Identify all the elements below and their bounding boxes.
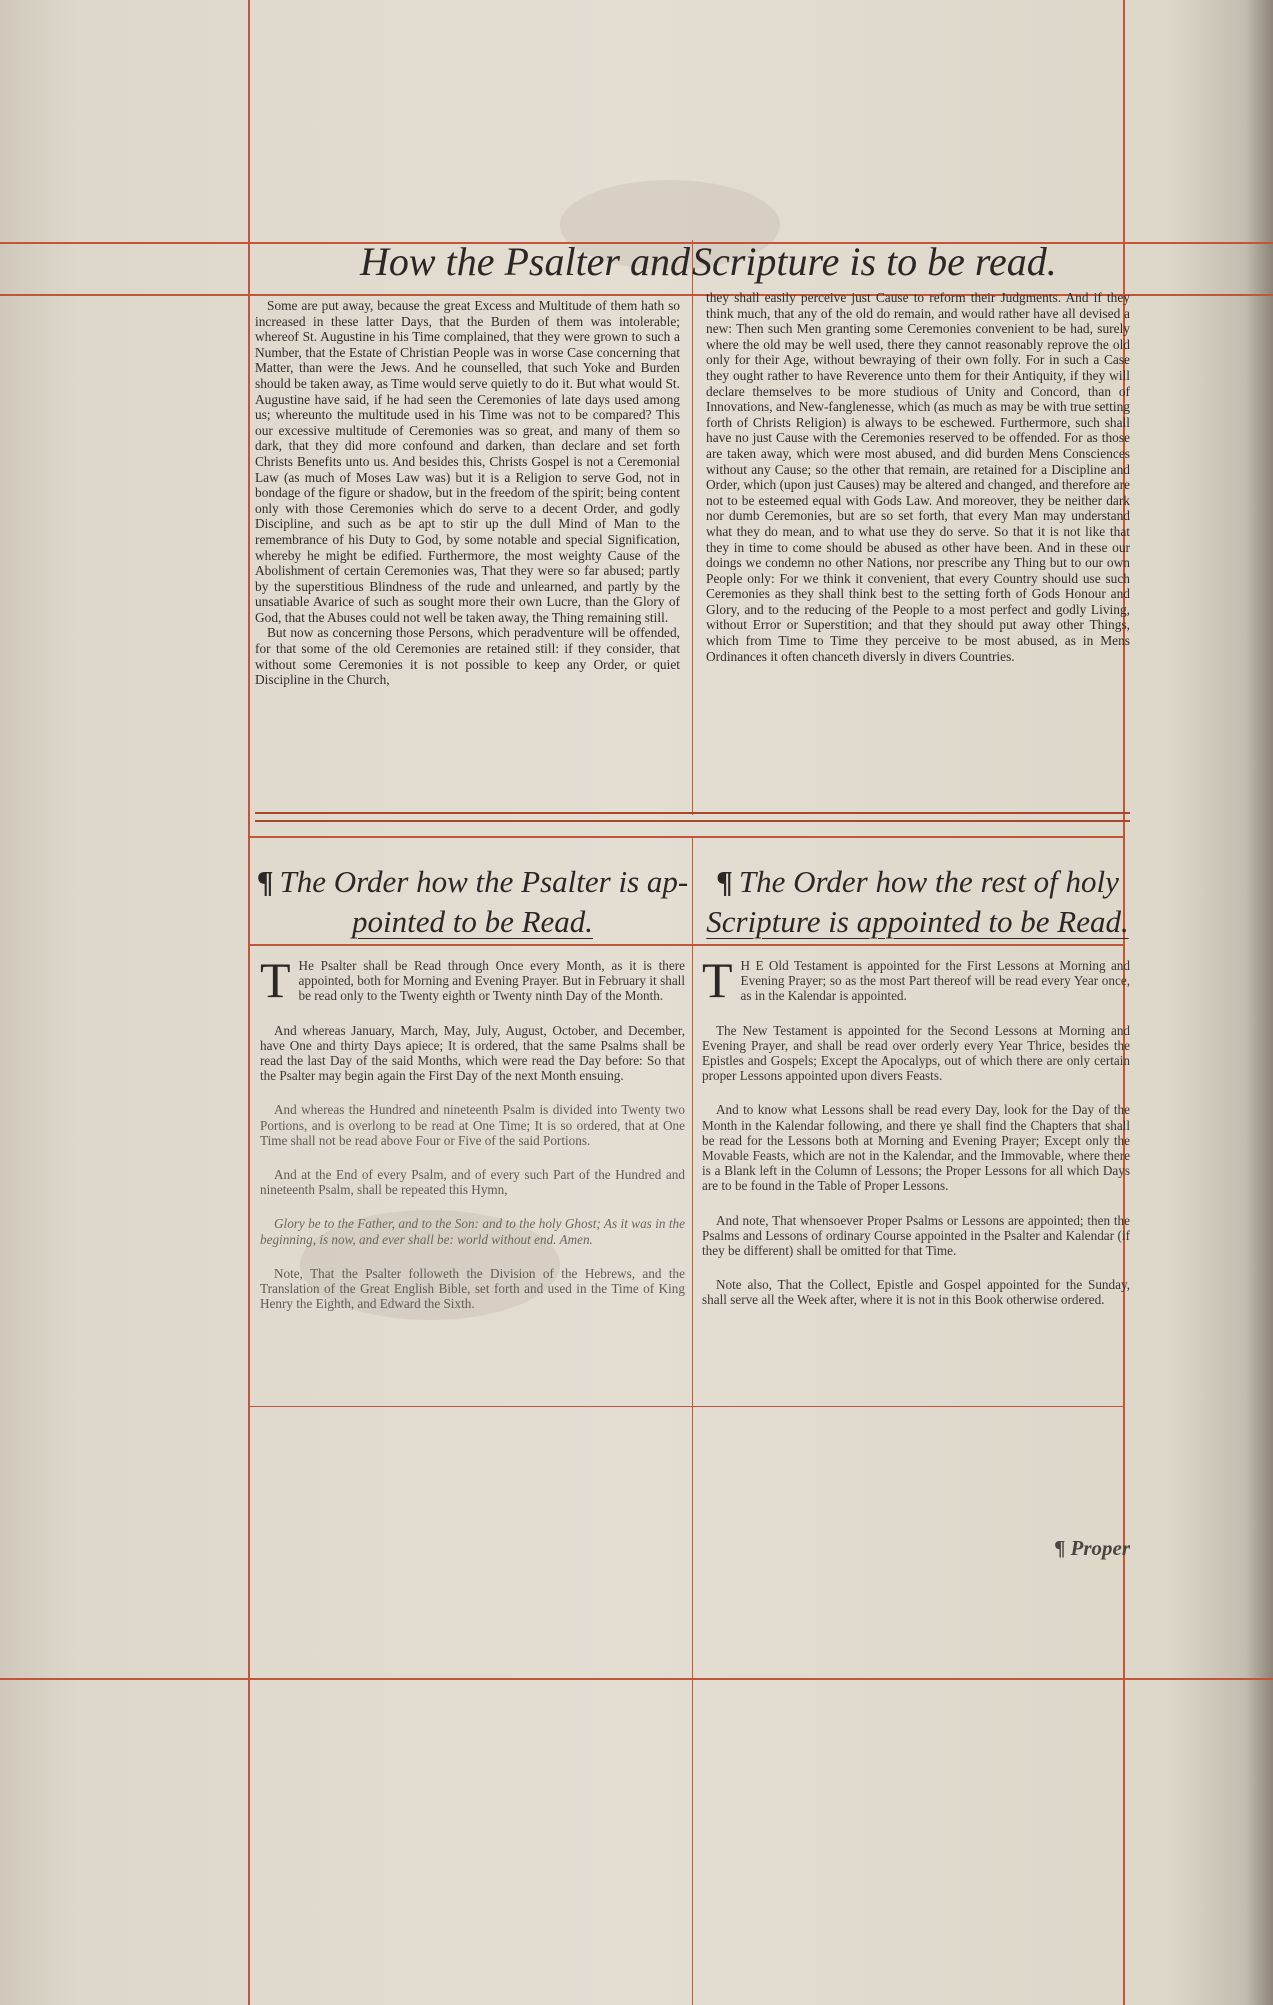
page-title-left: How the Psalter and — [360, 239, 690, 284]
pilcrow-icon: ¶ — [1054, 1536, 1066, 1560]
preface-column-right — [706, 290, 1130, 664]
gloria-hymn: Glory be to the Father, and to the Son: and to the holy Ghost; As it was in the beginning, is now, and ever shall be: world without end. Amen. — [260, 1216, 685, 1247]
catchword-text: Proper — [1070, 1536, 1130, 1560]
psalter-paragraph-text: He Psalter shall be Read through Once every Month, as it is there appointed, both for Morning and Evening Prayer. But in February it shall be read only to the Twenty eighth or Twenty ninth Day of the Month. — [298, 958, 685, 1004]
psalter-paragraph — [260, 952, 685, 1008]
psalter-paragraph: And whereas the Hundred and nineteenth Psalm is divided into Twenty two Portions, and is overlong to be read at One Time; It is so ordered, that at One Time shall not be read above Four or Five of the said Portions. — [260, 1102, 685, 1148]
scripture-paragraph — [702, 952, 1130, 1008]
margin-rule-left — [248, 0, 250, 2005]
scripture-order-heading — [700, 862, 1135, 942]
scripture-heading-line1: The Order how the rest of holy — [738, 864, 1119, 899]
column-rule-upper — [692, 240, 693, 815]
psalter-order-heading — [255, 862, 690, 942]
drop-cap: T — [260, 952, 291, 1008]
page-title-right: Scripture is to be read. — [692, 239, 1057, 284]
column-rule-lower — [692, 838, 693, 2005]
psalter-heading-line1: The Order how the Psalter is ap- — [279, 864, 689, 899]
scripture-order-text — [702, 952, 1130, 1327]
preface-paragraph: they shall easily perceive just Cause to reform their Judgments. And if they think much, that any of the old do remain, and would rather have all devised a new: Then such Men granting some Ceremonies convenient to be had, surely where the old may be well used, there they cannot reasonably reprove the old only for their Age, without bewraying of their own folly. For in such a Case they ought rather to have Reverence unto them for their Antiquity, if they will declare themselves to be more studious of Unity and Concord, than of Innovations, and New-fanglenesse, which (as much as may be with true setting forth of Christs Religion) is always to be eschewed. Furthermore, such shall have no just Cause with the Ceremonies reserved to be offended. For as those are taken away, which were most abused, and did burden Mens Consciences without any Cause; so the other that remain, are retained for a Discipline and Order, which (upon just Causes) may be altered and changed, and therefore are not to be esteemed equal with Gods Law. And moreover, they be neither dark nor dumb Ceremonies, but are so set forth, that every Man may understand what they do mean, and to what use they do serve. So that it is not like that they in time to come should be abused as other have been. And in these our doings we condemn no other Nations, nor prescribe any Thing but to our own People only: For we think it convenient, that every Country should use such Ceremonies as they shall think best to the setting forth of Gods Honour and Glory, and to the reducing of the People to a most perfect and godly Living, without Error or Superstition; and that they should put away other Things, which from Time to Time they perceive to be most abused, as in Mens Ordinances it often chanceth diversly in divers Countries. — [706, 290, 1130, 664]
psalter-paragraph: Note, That the Psalter followeth the Division of the Hebrews, and the Translation of the Great English Bible, set forth and used in the Time of King Henry the Eighth, and Edward the Sixth. — [260, 1265, 685, 1312]
scripture-paragraph: The New Testament is appointed for the Second Lessons at Morning and Evening Prayer, and shall be read over orderly every Year Thrice, besides the Epistles and Gospels; Except the Apocalyps, out of which there are only certain proper Lessons appointed upon divers Feasts. — [702, 1022, 1130, 1084]
scripture-paragraph-text: H E Old Testament is appointed for the First Lessons at Morning and Evening Prayer; so as the most Part thereof will be read every Year once, as in the Kalendar is appointed. — [740, 958, 1130, 1004]
rule-sections-top — [248, 836, 1125, 838]
pilcrow-icon: ¶ — [716, 864, 733, 899]
psalter-paragraph: And whereas January, March, May, July, August, October, and December, have One and thirty Days apiece; It is ordered, that the same Psalms shall be read the last Day of the said Months, which were read the Day before: So that the Psalter may begin again the First Day of the next Month ensuing. — [260, 1022, 685, 1084]
preface-column-left — [255, 298, 680, 688]
rule-lower-margin — [0, 1678, 1273, 1680]
scripture-paragraph: And note, That whensoever Proper Psalms or Lessons are appointed; then the Psalms and Lessons of ordinary Course appointed in the Psalter and Kalendar (if they be different) shall be omitted for that Time. — [702, 1212, 1130, 1259]
scripture-heading-line2: Scripture is appointed to be Read. — [706, 904, 1129, 939]
psalter-order-text — [260, 952, 685, 1330]
scripture-paragraph: Note also, That the Collect, Epistle and Gospel appointed for the Sunday, shall serve all the Week after, where it is not in this Book otherwise ordered. — [702, 1277, 1130, 1308]
scripture-paragraph: And to know what Lessons shall be read every Day, look for the Day of the Month in the Kalendar following, and there ye shall find the Chapters that shall be read for the Lessons both at Morning and Evening Prayer; Except only the Movable Feasts, which are not in the Kalendar, and the Immovable, where there is a Blank left in the Column of Lessons; the Proper Lessons for all which Days are to be found in the Table of Proper Lessons. — [702, 1102, 1130, 1194]
rule-sections-bottom — [248, 1406, 1125, 1407]
rule-sections-heading-bottom — [248, 944, 1125, 946]
catchword — [1000, 1536, 1130, 1561]
psalter-heading-line2: pointed to be Read. — [351, 904, 594, 939]
psalter-paragraph: And at the End of every Psalm, and of every such Part of the Hundred and nineteenth Psalm, shall be repeated this Hymn, — [260, 1167, 685, 1198]
preface-paragraph: But now as concerning those Persons, which peradventure will be offended, for that some of the old Ceremonies are retained still: if they consider, that without some Ceremonies it is not possible to keep any Order, or quiet Discipline in the Church, — [255, 625, 680, 688]
double-rule-upper-b — [255, 820, 1130, 822]
page-edge-shadow — [1245, 0, 1273, 2005]
double-rule-upper-a — [255, 812, 1130, 814]
drop-cap: T — [702, 952, 733, 1008]
preface-paragraph: Some are put away, because the great Excess and Multitude of them hath so increased in these latter Days, that the Burden of them was intolerable; whereof St. Augustine in his Time complained, that they were grown to such a Number, that the Estate of Christian People was in worse Case concerning that Matter, than were the Jews. And he counselled, that such Yoke and Burden should be taken away, as Time would serve quietly to do it. But what would St. Augustine have said, if he had seen the Ceremonies of late days used among us; whereunto the multitude used in his Time was not to be compared? This our excessive multitude of Ceremonies was so great, and many of them so dark, that they did more confound and darken, than declare and set forth Christs Benefits unto us. And besides this, Christs Gospel is not a Ceremonial Law (as much of Moses Law was) but it is a Religion to serve God, not in bondage of the figure or shadow, but in the freedom of the spirit; being content only with those Ceremonies which do serve to a decent Order, and godly Discipline, and such as be apt to stir up the dull Mind of Man to the remembrance of his Duty to God, by some notable and special Signification, whereby he might be edified. Furthermore, the most weighty Cause of the Abolishment of certain Ceremonies was, That they were so far abused; partly by the superstitious Blindness of the rude and unlearned, and partly by the unsatiable Avarice of such as sought more their own Lucre, than the Glory of God, that the Abuses could not well be taken away, the Thing remaining still. — [255, 298, 680, 625]
pilcrow-icon: ¶ — [256, 864, 274, 899]
